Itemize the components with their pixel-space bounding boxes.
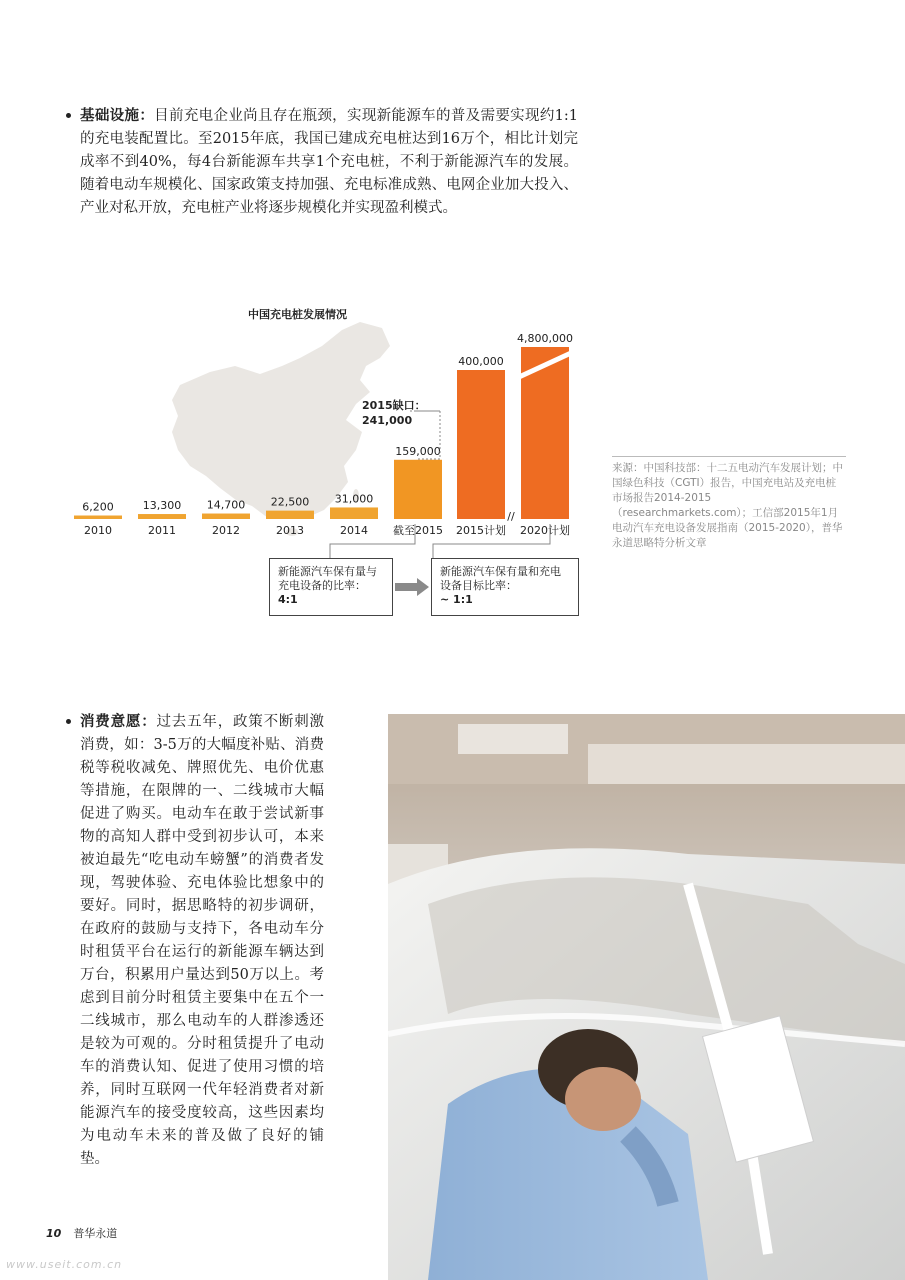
chart-title: 中国充电桩发展情况 — [248, 308, 347, 321]
page-footer — [46, 1225, 117, 1241]
category-label-2: 2012 — [212, 524, 240, 537]
category-label-4: 2014 — [340, 524, 368, 537]
bar-value-label-6: 400,000 — [458, 355, 504, 368]
china-map-silhouette — [172, 322, 390, 518]
bar-value-label-2: 14,700 — [206, 498, 246, 512]
category-label-5: 截至2015 — [393, 524, 443, 537]
source-note: 来源：中国科技部：十二五电动汽车发展计划；中国绿色科技（CGTI）报告，中国充电站及充电桩市场报告2014-2015（researchmarkets.com）；工信部2015年1月电动汽车充电设备发展指南（2015-2020），普华永道思略特分析文章 — [612, 456, 846, 551]
bar-0 — [74, 516, 122, 520]
ratio-target-box — [431, 558, 579, 616]
ratio-target-text: 新能源汽车保有量和充电设备目标比率： — [440, 565, 561, 592]
category-label-3: 2013 — [276, 524, 304, 537]
bullet-dot — [66, 719, 71, 724]
watermark: www.useit.com.cn — [6, 1258, 123, 1271]
infrastructure-body: 目前充电企业尚且存在瓶颈，实现新能源车的普及需要实现约1:1的充电装配置比。至2015年底，我国已建成充电桩达到16万个，相比计划完成率不到40%，每4台新能源车共享1个充电桩，不利于新能源汽车的发展。随着电动车规模化、国家政策支持加强、充电标准成熟、电网企业加大投入、产业对私开放，充电桩产业将逐步规模化并实现盈利模式。 — [80, 108, 578, 216]
consumer-heading: 消费意愿： — [80, 713, 157, 730]
category-label-6: 2015计划 — [456, 524, 506, 537]
bar-value-label-7: 4,800,000 — [517, 332, 573, 345]
bar-6 — [457, 370, 505, 519]
bullet-dot — [66, 113, 71, 118]
arrow-right-icon — [395, 578, 429, 596]
infrastructure-paragraph — [80, 104, 578, 220]
infrastructure-heading: 基础设施： — [80, 107, 155, 124]
bar-value-label-3: 22,500 — [270, 495, 310, 509]
bar-value-label-4: 31,000 — [334, 492, 374, 506]
consumer-paragraph — [80, 710, 324, 1171]
gap-label-line1: 2015缺口： — [362, 399, 426, 412]
bar-value-label-5: 159,000 — [395, 444, 441, 458]
ratio-current-box — [269, 558, 393, 616]
ratio-current-text: 新能源汽车保有量与充电设备的比率： — [278, 565, 377, 592]
bar-4 — [330, 507, 378, 519]
ratio-current-value: 4:1 — [278, 593, 298, 606]
bar-5 — [394, 460, 442, 519]
bar-2 — [202, 514, 250, 519]
axis-break-mark: // — [507, 510, 515, 523]
consumer-body: 过去五年，政策不断刺激消费，如：3-5万的大幅度补贴、消费税等税收减免、牌照优先、电价优惠等措施，在限牌的一、二线城市大幅促进了购买。电动车在敢于尝试新事物的高知人群中受到初步认可，本来被迫最先“吃电动车螃蟹”的消费者发现，驾驶体验、充电体验比想象中的要好。同时，据思略特的初步调研，在政府的鼓励与支持下，各电动车分时租赁平台在运行的新能源车辆达到万台，积累用户量达到50万以上。考虑到目前分时租赁主要集中在五个一二线城市，那么电动车的人群渗透还是较为可观的。分时租赁提升了电动车的消费认知、促进了使用习惯的培养，同时互联网一代年轻消费者对新能源汽车的接受度较高，这些因素均为电动车未来的普及做了良好的铺垫。 — [80, 714, 324, 1167]
bar-1 — [138, 514, 186, 519]
page-number: 10 — [46, 1227, 62, 1240]
category-label-7: 2020计划 — [520, 524, 570, 537]
factory-worker-photo — [388, 714, 905, 1280]
category-label-1: 2011 — [148, 524, 176, 537]
bar-value-label-1: 13,300 — [142, 499, 182, 513]
category-label-0: 2010 — [84, 524, 112, 537]
bar-value-label-0: 6,200 — [82, 500, 114, 514]
bar-3 — [266, 511, 314, 519]
footer-brand: 普华永道 — [73, 1227, 118, 1240]
ratio-target-value: ~ 1:1 — [440, 593, 473, 606]
gap-label-line2: 241,000 — [362, 414, 413, 427]
